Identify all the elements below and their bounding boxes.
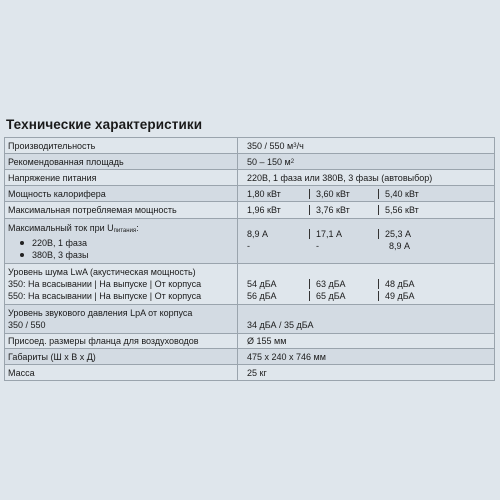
table-row [5, 305, 495, 334]
row-label: Мощность калорифера [5, 186, 238, 201]
value-cell: 56 дБА [247, 291, 277, 301]
value-cell: 54 дБА [247, 279, 277, 289]
separator [378, 189, 379, 199]
separator [309, 189, 310, 199]
separator [309, 241, 310, 251]
table-row [5, 202, 495, 219]
row-value: 34 дБА / 35 дБА [238, 305, 495, 333]
spec-table [4, 137, 495, 381]
value-cell: 63 дБА [316, 279, 346, 289]
separator [309, 279, 310, 289]
value-cell: 3,60 кВт [316, 188, 350, 199]
value-line [247, 240, 494, 252]
row-label: Производительность [5, 138, 238, 153]
table-row [5, 138, 495, 154]
row-value: 220В, 1 фаза или 380В, 3 фазы (автовыбор) [238, 170, 495, 185]
value-cell: 1,80 кВт [247, 188, 281, 199]
bullet-icon [20, 241, 24, 245]
row-label: Напряжение питания [5, 170, 238, 185]
bullet-icon [20, 253, 24, 257]
superscript: 2 [290, 158, 295, 165]
list-item: 220В, 1 фаза [8, 237, 237, 249]
current-label: Максимальный ток при Uпитания: [8, 223, 139, 234]
row-label: Рекомендованная площадь [5, 154, 238, 169]
separator [378, 241, 379, 251]
page-title: Технические характеристики [6, 117, 203, 132]
value-line [247, 228, 494, 240]
value-line [247, 278, 494, 290]
table-row [5, 219, 495, 264]
separator [378, 229, 379, 239]
row-label: Габариты (Ш х В х Д) [5, 349, 238, 364]
subscript: питания [113, 228, 137, 234]
noise-line: 350: На всасывании | На выпуске | От корпуса [8, 279, 202, 289]
value-cell: 3,76 кВт [316, 205, 350, 215]
value-cell: 17,1 А [316, 229, 343, 239]
row-label: Присоед. размеры фланца для воздуховодов [5, 334, 238, 348]
row-value [238, 202, 495, 218]
table-row [5, 186, 495, 202]
separator [378, 205, 379, 215]
table-row [5, 264, 495, 305]
table-row [5, 154, 495, 170]
value-cell: 5,40 кВт [385, 188, 419, 199]
table-row [5, 365, 495, 381]
separator [378, 291, 379, 301]
separator [309, 229, 310, 239]
row-value: 25 кг [238, 365, 495, 380]
value-cell: 8,9 А [389, 241, 411, 251]
row-label: Уровень шума LwA (акустическая мощность) 350: На всасывании | На выпуске | От корпуса 550: На всасывании | На выпуске | От корпуса [5, 264, 238, 304]
row-label [5, 219, 238, 263]
list-item: 380В, 3 фазы [8, 249, 237, 261]
row-label: Масса [5, 365, 238, 380]
table-row [5, 349, 495, 365]
value-cell: 49 дБА [385, 291, 415, 301]
row-value: Ø 155 мм [238, 334, 495, 348]
value-cell: 8,9 А [247, 229, 269, 239]
separator [309, 291, 310, 301]
row-value [238, 219, 495, 263]
value-cell: - [247, 241, 250, 251]
table-row [5, 170, 495, 186]
noise-line: 550: На всасывании | На выпуске | От корпуса [8, 291, 202, 301]
row-value [238, 154, 495, 169]
value-text: /ч [296, 140, 304, 151]
row-value [238, 138, 495, 153]
value-cell: 5,56 кВт [385, 205, 419, 215]
value-line [247, 290, 494, 302]
row-label: Уровень звукового давления LpA от корпуса 350 / 550 [5, 305, 238, 333]
row-value: 475 х 240 х 746 мм [238, 349, 495, 364]
value-cell: 65 дБА [316, 291, 346, 301]
row-label: Максимальная потребляемая мощность [5, 202, 238, 218]
separator [378, 279, 379, 289]
table-row [5, 334, 495, 349]
value-text: 350 / 550 м [247, 140, 294, 151]
value-cell: - [316, 241, 319, 251]
separator [309, 205, 310, 215]
value-text: 50 – 150 м [247, 156, 291, 167]
row-value [238, 264, 495, 304]
value-cell: 48 дБА [385, 279, 415, 289]
value-cell: 25,3 А [385, 229, 412, 239]
row-value [238, 186, 495, 201]
superscript: 3 [293, 142, 297, 149]
value-cell: 1,96 кВт [247, 205, 281, 215]
